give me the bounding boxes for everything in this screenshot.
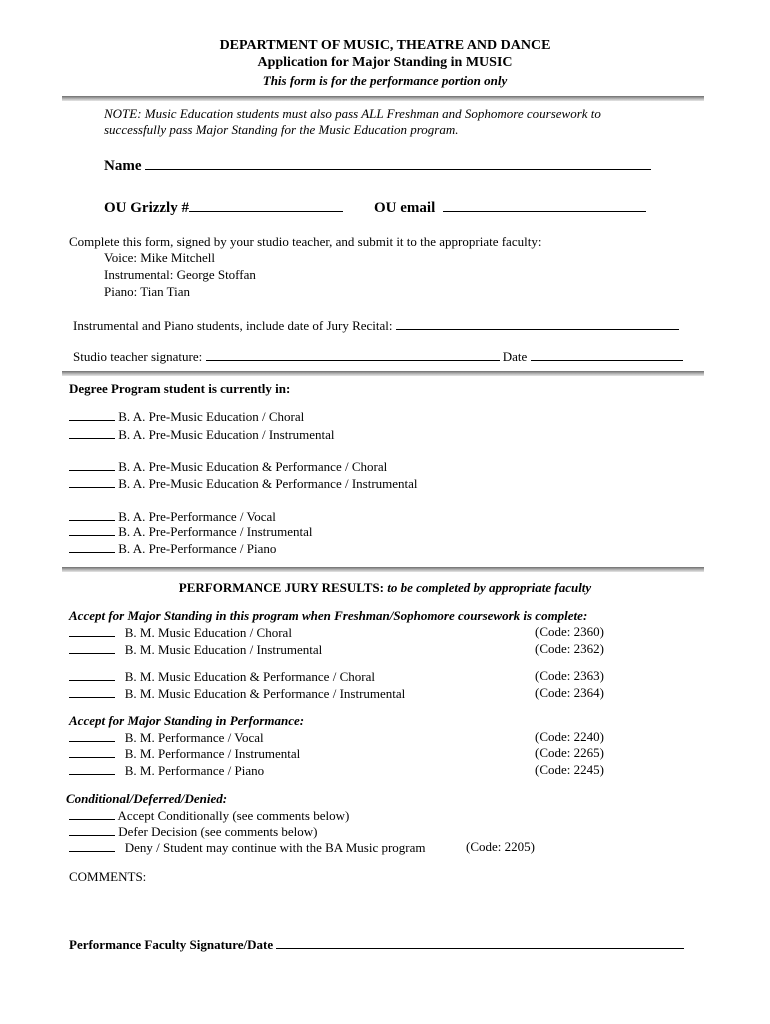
degree-option: B. A. Pre-Music Education & Performance / Choral	[69, 458, 387, 475]
conditional-heading: Conditional/Deferred/Denied:	[66, 791, 228, 806]
checkmark-blank[interactable]	[69, 668, 115, 681]
note-line-2: successfully pass Major Standing for the Music Education program.	[104, 122, 459, 137]
accept-performance-heading: Accept for Major Standing in Performance:	[69, 713, 305, 728]
checkmark-blank[interactable]	[69, 839, 115, 852]
grizzly-field[interactable]	[189, 199, 343, 212]
form-title: Application for Major Standing in MUSIC	[257, 55, 513, 70]
faculty-voice: Voice: Mike Mitchell	[104, 250, 215, 265]
checkmark-blank[interactable]	[69, 508, 115, 521]
teacher-signature-field[interactable]	[206, 348, 500, 361]
program-code: (Code: 2363)	[535, 668, 604, 683]
conditional-option: Accept Conditionally (see comments below)	[69, 807, 709, 824]
name-row	[104, 157, 651, 175]
conditional-option: Deny / Student may continue with the BA Music program (Code: 2205)	[69, 839, 709, 856]
checkmark-blank[interactable]	[69, 475, 115, 488]
grizzly-label: OU Grizzly #	[104, 200, 189, 216]
jury-recital-row	[73, 317, 679, 334]
jury-heading-bold: PERFORMANCE JURY RESULTS:	[178, 580, 384, 595]
checkmark-blank[interactable]	[69, 729, 115, 742]
conditional-code: (Code: 2205)	[466, 839, 535, 854]
jury-recital-date-field[interactable]	[396, 317, 679, 330]
checkmark-blank[interactable]	[69, 641, 115, 654]
degree-option: B. A. Pre-Music Education & Performance / Instrumental	[69, 475, 418, 492]
performance-code: (Code: 2245)	[535, 762, 604, 777]
teacher-signature-label: Studio teacher signature:	[73, 349, 203, 364]
checkmark-blank[interactable]	[69, 762, 115, 775]
section-divider	[62, 567, 704, 572]
grizzly-row	[104, 199, 343, 217]
form-subtitle: This form is for the performance portion only	[262, 73, 508, 88]
checkmark-blank[interactable]	[69, 685, 115, 698]
section-divider	[62, 96, 704, 101]
program-option: B. M. Music Education & Performance / Instrumental (Code: 2364)	[69, 685, 709, 702]
faculty-signature-row	[69, 936, 684, 953]
checkmark-blank[interactable]	[69, 624, 115, 637]
email-field[interactable]	[443, 199, 646, 212]
performance-option: B. M. Performance / Vocal (Code: 2240)	[69, 729, 709, 746]
program-option: B. M. Music Education / Instrumental (Code: 2362)	[69, 641, 709, 658]
note-line-1: NOTE: Music Education students must also pass ALL Freshman and Sophomore coursework to	[104, 106, 601, 121]
degree-option: B. A. Pre-Performance / Vocal	[69, 508, 276, 525]
name-label: Name	[104, 158, 142, 174]
degree-option: B. A. Pre-Performance / Piano	[69, 540, 276, 557]
degree-option: B. A. Pre-Music Education / Choral	[69, 408, 304, 425]
section-divider	[62, 371, 704, 376]
teacher-signature-row	[73, 348, 683, 365]
program-code: (Code: 2364)	[535, 685, 604, 700]
checkmark-blank[interactable]	[69, 408, 115, 421]
checkmark-blank[interactable]	[69, 807, 115, 820]
program-option: B. M. Music Education & Performance / Choral (Code: 2363)	[69, 668, 709, 685]
degree-option: B. A. Pre-Performance / Instrumental	[69, 523, 312, 540]
checkmark-blank[interactable]	[69, 426, 115, 439]
conditional-option: Defer Decision (see comments below)	[69, 823, 709, 840]
instructions-intro: Complete this form, signed by your studio teacher, and submit it to the appropriate faculty:	[69, 234, 542, 249]
checkmark-blank[interactable]	[69, 458, 115, 471]
performance-option: B. M. Performance / Instrumental (Code: 2265)	[69, 745, 709, 762]
email-row	[374, 199, 646, 217]
comments-label: COMMENTS:	[69, 869, 147, 884]
jury-recital-label: Instrumental and Piano students, include date of Jury Recital:	[73, 318, 393, 333]
degree-option: B. A. Pre-Music Education / Instrumental	[69, 426, 335, 443]
program-option: B. M. Music Education / Choral (Code: 2360)	[69, 624, 709, 641]
teacher-date-field[interactable]	[531, 348, 683, 361]
checkmark-blank[interactable]	[69, 823, 115, 836]
date-label: Date	[502, 349, 528, 364]
email-label: OU email	[374, 200, 436, 216]
program-code: (Code: 2360)	[535, 624, 604, 639]
degree-heading: Degree Program student is currently in:	[69, 381, 291, 396]
faculty-signature-field[interactable]	[276, 936, 684, 949]
name-field[interactable]	[145, 157, 651, 170]
faculty-signature-label: Performance Faculty Signature/Date	[69, 937, 274, 952]
faculty-piano: Piano: Tian Tian	[104, 284, 190, 299]
jury-heading-italic: to be completed by appropriate faculty	[387, 580, 592, 595]
checkmark-blank[interactable]	[69, 540, 115, 553]
checkmark-blank[interactable]	[69, 523, 115, 536]
performance-code: (Code: 2265)	[535, 745, 604, 760]
program-code: (Code: 2362)	[535, 641, 604, 656]
accept-program-heading: Accept for Major Standing in this program when Freshman/Sophomore coursework is complete:	[69, 608, 588, 623]
performance-option: B. M. Performance / Piano (Code: 2245)	[69, 762, 709, 779]
jury-heading	[0, 580, 770, 596]
performance-code: (Code: 2240)	[535, 729, 604, 744]
department-heading: DEPARTMENT OF MUSIC, THEATRE AND DANCE	[219, 38, 551, 53]
faculty-instrumental: Instrumental: George Stoffan	[104, 267, 256, 282]
checkmark-blank[interactable]	[69, 745, 115, 758]
